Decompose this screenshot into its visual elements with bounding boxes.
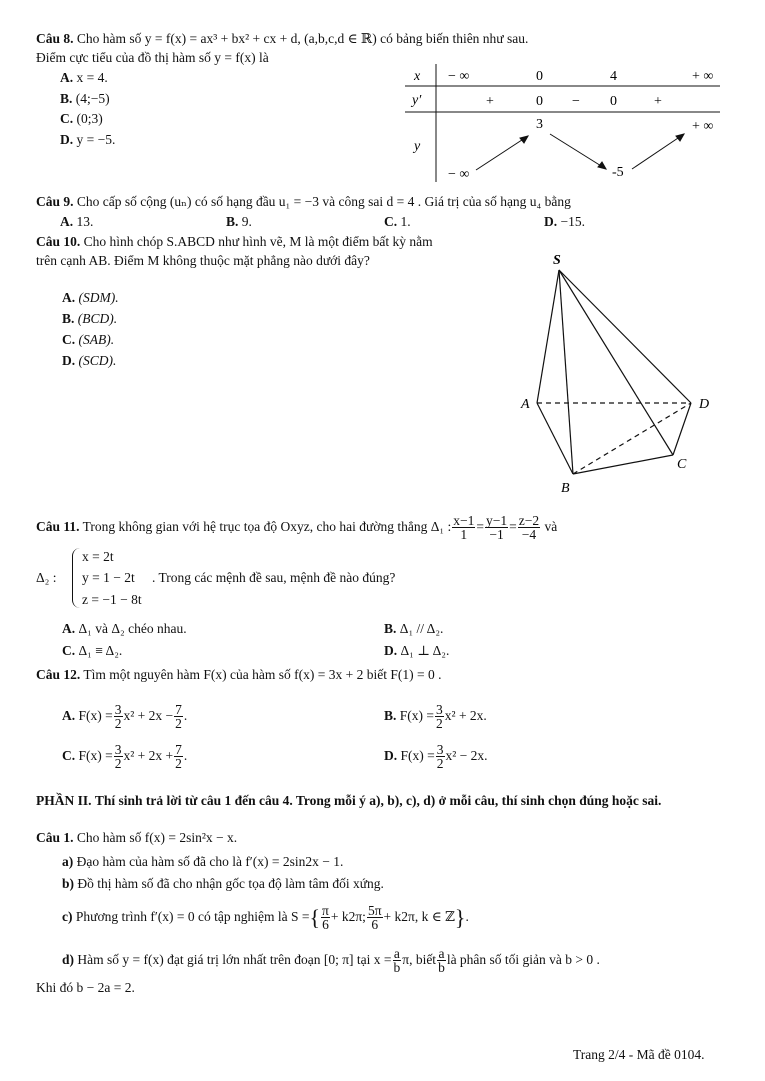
table-x-label: x — [414, 69, 421, 84]
q11-fraction-y: $\frac{y-1}{-1}$ — [485, 513, 508, 543]
q10-option-a[interactable]: A. (SDM). — [62, 290, 119, 305]
c1-item-c[interactable]: c) Phương trình f′(x) = 0 có tập nghiệm là S ={ $\frac{\pi}{6}$ + k2π; $\frac{5\pi}{6}$ + k2π, k ∈ ℤ}. — [62, 903, 469, 933]
vertex-c: C — [677, 457, 687, 472]
c1-item-d[interactable]: d) Hàm số y = f(x) đạt giá trị lớn nhất trên đoạn [0; π] tại x = $\frac{a}{b}$ π, biết $\frac{a}{b}$ là phân số tối giản và b > 0 . — [62, 946, 600, 976]
q11-text: Trong không gian với hệ trục tọa độ Oxyz, cho hai đường thẳng — [82, 519, 428, 534]
q12-option-a[interactable]: A. F(x) = $\frac{3}{2}$ x² + 2x − $\frac{7}{2}$ . — [62, 702, 188, 732]
q11-option-b[interactable]: B. Δ₁ // Δ₂. — [384, 621, 444, 636]
q12-stem — [36, 667, 441, 683]
vertex-b: B — [561, 481, 570, 496]
q8-text: Cho hàm số y = f(x) = ax³ + bx² + cx + d, (a,b,c,d ∈ ℝ) có bảng biến thiên như sau. — [76, 31, 529, 46]
q8-title: Câu 8. — [36, 31, 74, 46]
c1-title: Câu 1. — [36, 830, 74, 845]
table-x-0: − ∞ — [448, 69, 470, 84]
q12-text: Tìm một nguyên hàm F(x) của hàm số f(x) = 3x + 2 biết F(1) = 0 . — [83, 667, 442, 682]
c1-item-d-line2: Khi đó b − 2a = 2. — [36, 980, 135, 995]
q11-system-z: z = −1 − 8t — [82, 592, 142, 607]
table-y-min: -5 — [612, 165, 624, 180]
q8-option-d[interactable]: D. y = −5. — [60, 132, 116, 147]
c1-text: Cho hàm số f(x) = 2sin²x − x. — [76, 830, 238, 845]
vertex-a: A — [521, 397, 530, 412]
q9-title: Câu 9. — [36, 194, 74, 209]
q12-option-b[interactable]: B. F(x) = $\frac{3}{2}$ x² + 2x. — [384, 702, 487, 732]
table-y-minus-inf: − ∞ — [448, 167, 470, 182]
q11-delta2: Δ₂ : — [36, 570, 57, 585]
vertex-s: S — [553, 253, 561, 268]
table-x-3: + ∞ — [692, 69, 714, 84]
q8-stem — [36, 31, 528, 47]
q12-option-d[interactable]: D. F(x) = $\frac{3}{2}$ x² − 2x. — [384, 742, 488, 772]
q9-option-d[interactable]: D. −15. — [544, 214, 585, 229]
q10-title: Câu 10. — [36, 234, 81, 249]
q11-option-a[interactable]: A. Δ₁ và Δ₂ chéo nhau. — [62, 621, 187, 636]
part2-text: Thí sinh trả lời từ câu 1 đến câu 4. Trong mỗi ý a), b), c), d) ở mỗi câu, thí sinh chọn đúng hoặc sai. — [94, 793, 662, 808]
c1-item-b[interactable]: b) Đồ thị hàm số đã cho nhận gốc tọa độ làm tâm đối xứng. — [62, 876, 384, 891]
q10-stem — [36, 234, 433, 250]
q11-fraction-z: $\frac{z-2}{-4}$ — [518, 513, 540, 543]
q9-option-b[interactable]: B. 9. — [226, 214, 252, 229]
q11-system-y: y = 1 − 2t — [82, 570, 135, 585]
table-yp-2: − — [572, 94, 580, 109]
q9-stem — [36, 194, 571, 210]
q8-option-b[interactable]: B. (4;−5) — [60, 91, 110, 106]
q10-option-c[interactable]: C. (SAB). — [62, 332, 115, 347]
q11-option-d[interactable]: D. Δ₁ ⊥ Δ₂. — [384, 643, 450, 658]
q12-title: Câu 12. — [36, 667, 81, 682]
part2-title: PHẦN II. — [36, 793, 92, 808]
q11-system-x: x = 2t — [82, 549, 114, 564]
table-x-1: 0 — [536, 69, 543, 84]
q11-option-c[interactable]: C. Δ₁ ≡ Δ₂. — [62, 643, 123, 658]
q8-text2: Điểm cực tiểu của đồ thị hàm số y = f(x) là — [36, 50, 269, 65]
table-y-plus-inf: + ∞ — [692, 119, 714, 134]
page-footer: Trang 2/4 - Mã đề 0104. — [573, 1047, 705, 1062]
table-yp-0: + — [486, 94, 494, 109]
q11-conj: và — [544, 519, 558, 534]
q9-text: Cho cấp số cộng (uₙ) có số hạng đầu u₁ = −3 và công sai d = 4 . Giá trị của số hạng u₄ bằng — [76, 194, 571, 209]
q11-fraction-x: $\frac{x-1}{1}$ — [453, 513, 475, 543]
table-yp-label: y′ — [412, 93, 422, 108]
q10-text: Cho hình chóp S.ABCD như hình vẽ, M là một điểm bất kỳ nằm — [83, 234, 433, 249]
q10-option-d[interactable]: D. (SCD). — [62, 353, 117, 368]
table-y-max: 3 — [536, 117, 543, 132]
table-yp-1: 0 — [536, 94, 543, 109]
table-x-2: 4 — [610, 69, 617, 84]
q11-text2: . Trong các mệnh đề sau, mệnh đề nào đúng? — [152, 570, 396, 585]
q10-option-b[interactable]: B. (BCD). — [62, 311, 118, 326]
q10-pyramid-figure — [505, 248, 730, 498]
q11-delta1: Δ₁ : — [430, 519, 452, 534]
q9-option-c[interactable]: C. 1. — [384, 214, 411, 229]
vertex-d: D — [699, 397, 710, 412]
q11-stem: Câu 11. Trong không gian với hệ trục tọa độ Oxyz, cho hai đường thẳng Δ₁ : $\frac{x-1}{1}$ = $\frac{y-1}{-1}$ = $\frac{z-2}{-4}$ và — [36, 513, 558, 543]
q10-text2: trên cạnh AB. Điểm M không thuộc mặt phẳng nào dưới đây? — [36, 253, 370, 268]
q12-option-c[interactable]: C. F(x) = $\frac{3}{2}$ x² + 2x + $\frac{7}{2}$ . — [62, 742, 188, 772]
part2-header — [36, 793, 661, 809]
q9-option-a[interactable]: A. 13. — [60, 214, 94, 229]
table-yp-4: + — [654, 94, 662, 109]
q8-option-c[interactable]: C. (0;3) — [60, 111, 103, 126]
table-yp-3: 0 — [610, 94, 617, 109]
c1-stem — [36, 830, 237, 846]
q11-title: Câu 11. — [36, 519, 80, 534]
c1-item-a[interactable]: a) Đạo hàm của hàm số đã cho là f′(x) = 2sin2x − 1. — [62, 854, 344, 869]
table-y-label: y — [414, 139, 421, 154]
q8-option-a[interactable]: A. x = 4. — [60, 70, 108, 85]
q8-variation-table — [400, 64, 725, 184]
